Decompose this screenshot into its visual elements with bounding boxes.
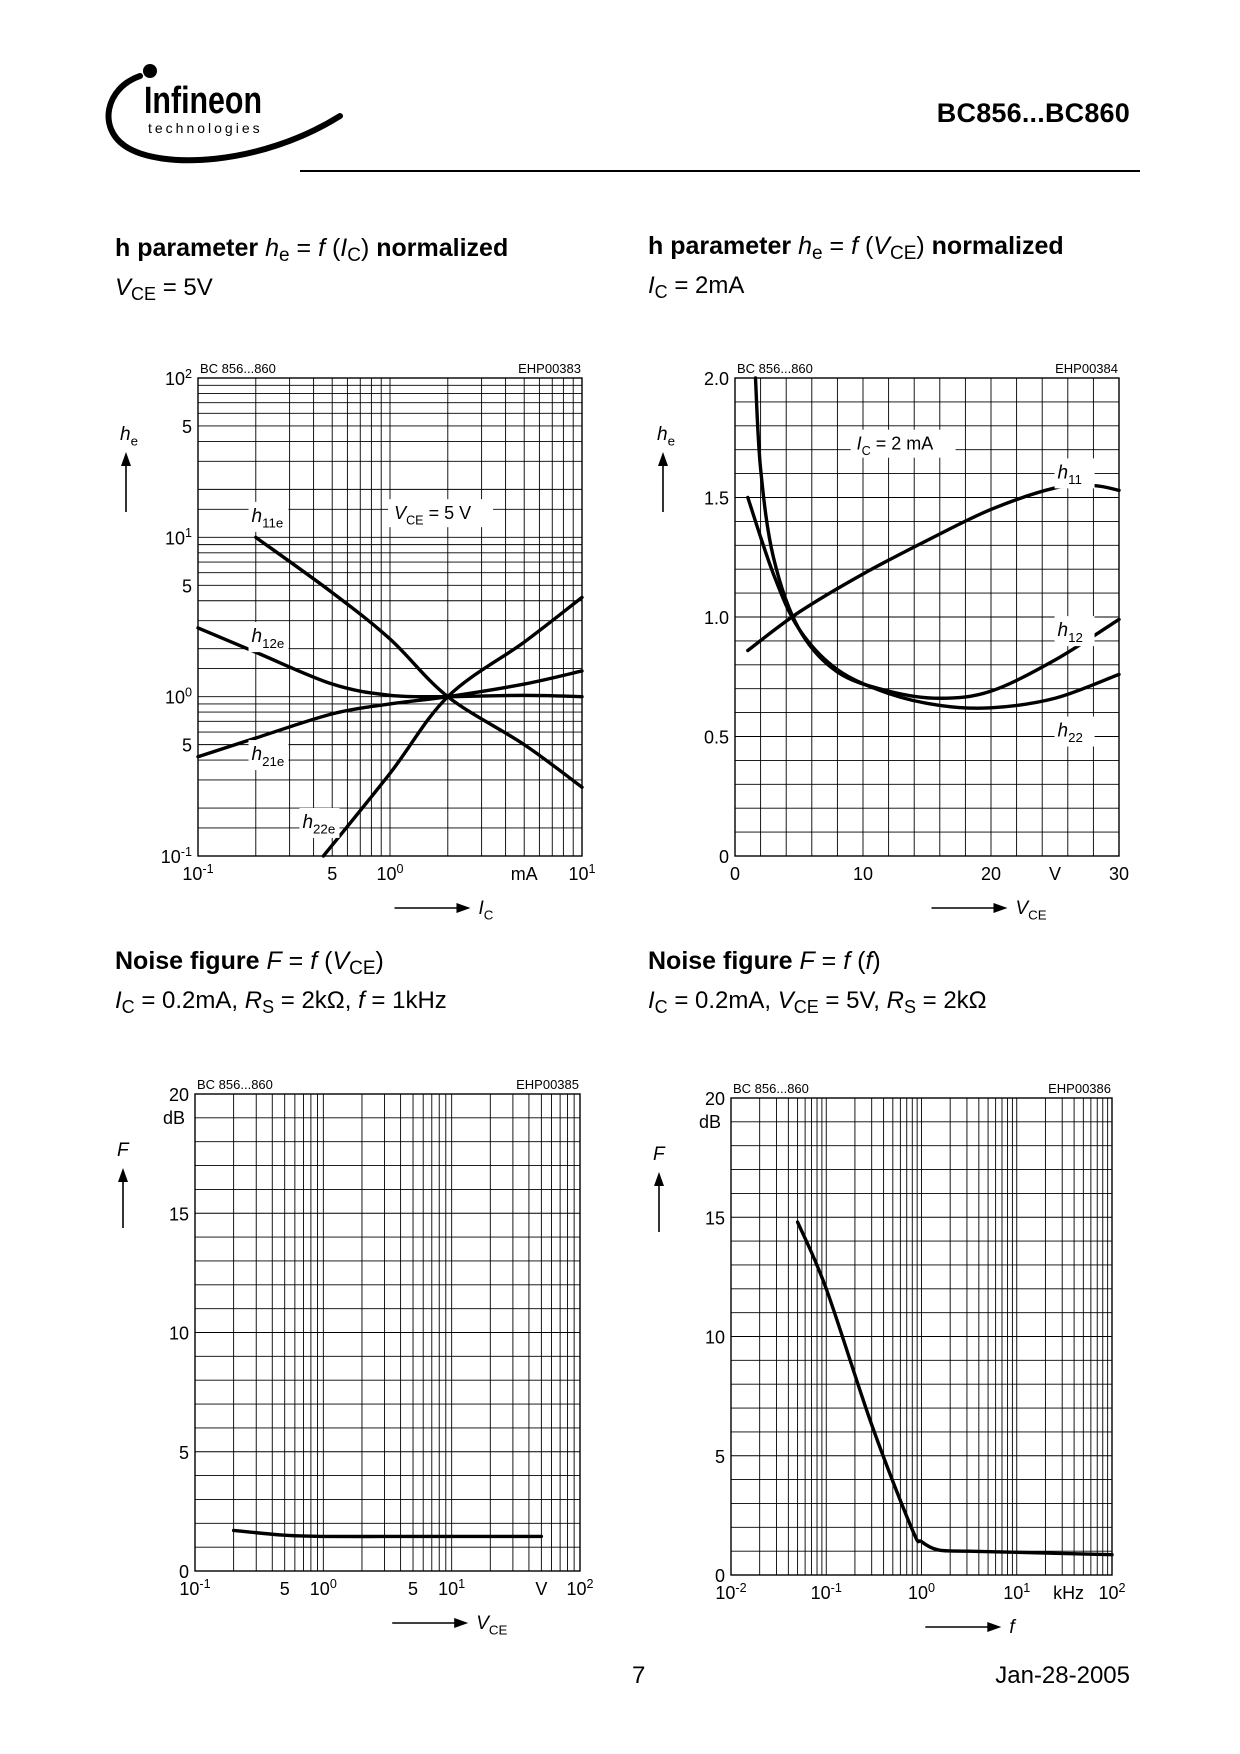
c3-xtick-label: $10^{-1}$ — [179, 1576, 211, 1599]
c3-xtick-label: $10^1$ — [438, 1576, 466, 1599]
c2-annotation: $I_C = 2$ mA — [856, 433, 934, 459]
c1-figure-code: EHP00383 — [518, 361, 581, 376]
c1-ylabel-arrowhead — [121, 452, 131, 466]
c2-xlabel-arrowhead — [993, 903, 1007, 913]
c2-series-label: $h_{22}$ — [1057, 720, 1083, 746]
c1-series-label: $h_{21e}$ — [251, 744, 285, 769]
c1-xlabel: $I_C$ — [478, 898, 494, 923]
c1-xtick-label: $10^0$ — [376, 861, 404, 884]
c1-series-label: $h_{11e}$ — [251, 505, 284, 531]
part-number: BC856...BC860 — [936, 98, 1130, 128]
c1-series-label: $h_{12e}$ — [251, 626, 285, 651]
c4-xtick-label: $10^1$ — [1003, 1580, 1031, 1603]
c1-ytick-label: $10^1$ — [164, 526, 192, 549]
c2-ytick-label: 1.5 — [703, 488, 729, 509]
c1-ytick-label: $10^2$ — [164, 366, 192, 389]
c4-xtick-label: $10^2$ — [1098, 1580, 1126, 1603]
c4-grid — [731, 1098, 1112, 1575]
c1-xtick-label: $10^1$ — [568, 861, 596, 884]
c3-grid — [195, 1094, 580, 1571]
c3-xlabel: $V_{CE}$ — [476, 1613, 508, 1638]
c1-ytick-label: 5 — [181, 576, 192, 597]
c3-ytick-label: 20 — [168, 1085, 189, 1105]
c4-ylabel-arrowhead — [654, 1172, 664, 1186]
chart-c1 — [120, 361, 596, 923]
c3-device-label: BC 856...860 — [197, 1077, 273, 1092]
chart3-condition: $I_C = 0.2mA$, $R_S = 2k\Omega$, f = 1kHz — [115, 987, 447, 1017]
c3-xtick-label: $10^2$ — [566, 1576, 594, 1599]
chart1-title: h parameter $h_e = f$ $(I_C)$ normalized — [115, 234, 509, 266]
chart1-condition: $V_{CE} = 5V$ — [115, 274, 213, 304]
c1-series-22e — [323, 597, 582, 856]
c2-ylabel: $h_e$ — [657, 424, 675, 449]
c4-xlabel: f — [1009, 1617, 1015, 1638]
logo-word: Infineon — [144, 80, 262, 122]
chart-c2 — [657, 361, 1129, 923]
c4-y-unit: dB — [698, 1112, 721, 1132]
c4-figure-code: EHP00386 — [1048, 1081, 1111, 1096]
c1-xtick-label: $10^{-1}$ — [182, 861, 214, 884]
c4-ytick-label: 20 — [704, 1089, 725, 1109]
c1-device-label: BC 856...860 — [200, 361, 276, 376]
c3-ytick-label: 10 — [168, 1323, 189, 1344]
c2-figure-code: EHP00384 — [1055, 361, 1118, 376]
c4-ytick-label: 0 — [714, 1566, 725, 1586]
c3-figure-code: EHP00385 — [516, 1077, 579, 1092]
c3-xtick-label: V — [535, 1579, 548, 1599]
c2-xtick-label: 30 — [1108, 864, 1130, 884]
c3-ytick-label: 5 — [178, 1442, 189, 1463]
c3-ylabel-arrowhead — [118, 1168, 128, 1182]
chart-c4 — [653, 1081, 1126, 1638]
c2-ytick-label: 1.0 — [703, 608, 729, 628]
c2-series-22 — [748, 498, 1119, 709]
c4-ytick-label: 15 — [704, 1208, 725, 1229]
c1-series-11e — [256, 537, 582, 787]
c2-xlabel: $V_{CE}$ — [1015, 898, 1047, 923]
chart4-condition: $I_C = 0.2mA$, $V_{CE} = 5V$, $R_S = 2k\Omega$ — [648, 987, 987, 1017]
c2-series-label: $h_{11}$ — [1057, 462, 1082, 488]
c2-ytick-label: 0.5 — [703, 727, 729, 748]
c2-ytick-label: 0 — [718, 847, 729, 867]
c2-series-label: $h_{12}$ — [1057, 620, 1083, 645]
chart4-title: Noise figure F = f (f) — [648, 947, 881, 975]
chart2-title: h parameter $h_e = f$ $(V_{CE})$ normalized — [648, 232, 1064, 264]
c2-ytick-label: 2.0 — [703, 369, 729, 389]
c3-ytick-label: 0 — [178, 1562, 189, 1582]
c3-y-unit: dB — [162, 1108, 185, 1128]
c4-xlabel-arrowhead — [987, 1622, 1001, 1632]
logo-sub: technologies — [148, 120, 263, 136]
c3-xtick-label: $10^0$ — [309, 1576, 337, 1599]
c3-xtick-label: 5 — [408, 1579, 419, 1599]
page-number: 7 — [632, 1662, 646, 1689]
c1-xtick-label: mA — [510, 864, 538, 884]
chart-c3 — [117, 1077, 594, 1638]
c4-series-0 — [798, 1222, 1112, 1555]
c4-ytick-label: 10 — [704, 1327, 725, 1348]
c1-ytick-label: 5 — [181, 416, 192, 437]
c1-ytick-label: $10^{-1}$ — [160, 844, 192, 867]
c2-device-label: BC 856...860 — [737, 361, 813, 376]
c3-xlabel-arrowhead — [454, 1618, 468, 1628]
c3-ytick-label: 15 — [168, 1204, 189, 1225]
c4-ylabel: F — [653, 1144, 665, 1165]
chart3-title: Noise figure F = f $(V_{CE})$ — [115, 947, 384, 979]
c1-ylabel: $h_e$ — [120, 424, 138, 449]
c1-xlabel-arrowhead — [456, 903, 470, 913]
c1-ytick-label: $10^0$ — [164, 685, 192, 708]
c3-ylabel: F — [117, 1140, 129, 1161]
c1-series-label: $h_{22e}$ — [302, 811, 336, 837]
c3-xtick-label: 5 — [279, 1579, 290, 1599]
chart2-condition: $I_C = 2mA$ — [648, 272, 745, 302]
c1-grid — [198, 378, 582, 856]
c4-xtick-label: $10^0$ — [907, 1580, 936, 1603]
c2-xtick-label: V — [1048, 864, 1062, 884]
c4-xtick-label: $10^{-1}$ — [810, 1580, 842, 1603]
c2-xtick-label: 0 — [729, 864, 741, 884]
c1-annotation: $V_{CE} = 5$ V — [394, 503, 472, 528]
c4-device-label: BC 856...860 — [733, 1081, 809, 1096]
c4-xtick-label: $10^{-2}$ — [715, 1580, 747, 1603]
c1-xtick-label: 5 — [327, 864, 338, 884]
c1-ytick-label: 5 — [181, 735, 192, 756]
c2-xtick-label: 20 — [980, 864, 1002, 884]
c2-xtick-label: 10 — [852, 864, 874, 884]
c4-xtick-label: kHz — [1053, 1583, 1085, 1603]
c4-ytick-label: 5 — [714, 1446, 725, 1467]
c3-series-0 — [234, 1530, 542, 1536]
c2-ylabel-arrowhead — [658, 452, 668, 466]
footer-date: Jan-28-2005 — [995, 1662, 1130, 1689]
